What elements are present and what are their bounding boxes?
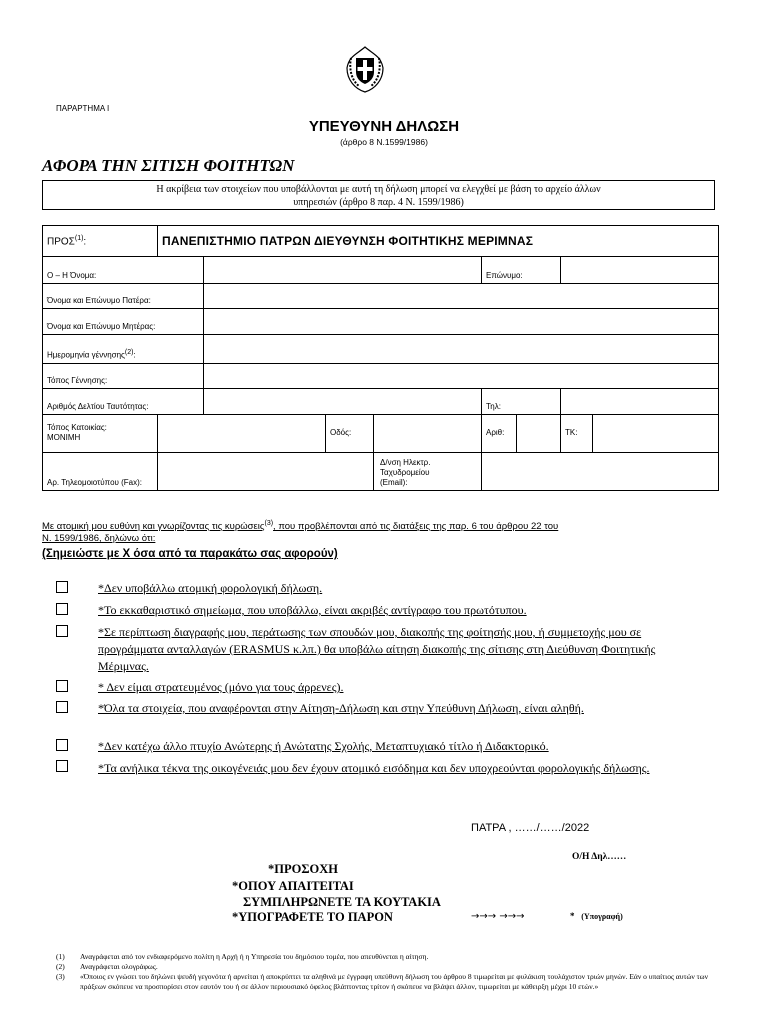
footnote-1-text: Αναγράφεται από τον ενδιαφερόμενο πολίτη η Αρχή ή η Υπηρεσία του δημόσιου τομέα, που απευθύνεται η αίτηση. <box>80 952 429 961</box>
mother-name-field[interactable] <box>204 309 719 335</box>
birth-place-label: Τόπος Γέννησης: <box>43 364 204 389</box>
declaration-footnote-ref: (3) <box>264 520 274 527</box>
first-name-label: Ο – Η Όνομα: <box>43 257 204 284</box>
mother-name-label: Όνομα και Επώνυμο Μητέρας: <box>43 309 204 335</box>
number-label: Αριθ: <box>482 415 517 453</box>
footnote-3-number: (3) <box>56 972 65 981</box>
mark-instruction <box>42 548 338 560</box>
father-name-field[interactable] <box>204 284 719 309</box>
recipient-footnote-ref: (1) <box>74 234 84 242</box>
postal-code-label: ΤΚ: <box>561 415 593 453</box>
document-title: ΥΠΕΥΘΥΝΗ ΔΗΛΩΣΗ <box>308 118 460 135</box>
birth-date-field[interactable] <box>204 335 719 364</box>
where-required-note: *ΟΠΟΥ ΑΠΑΙΤΕΙΤΑΙ <box>232 879 354 893</box>
footnote-2-number: (2) <box>56 962 65 971</box>
declaration-text-a: Με ατομική μου ευθύνη και γνωρίζοντας τις κυρώσεις <box>42 521 265 533</box>
surname-label: Επώνυμο: <box>482 257 561 284</box>
footnote-3 <box>56 972 736 992</box>
statement-checkbox-1[interactable] <box>56 581 68 593</box>
signature-area[interactable] <box>570 911 623 921</box>
accuracy-notice-line-1: Η ακρίβεια των στοιχείων που υποβάλλονται με αυτή τη δήλωση μπορεί να ελεγχθεί με βάση το αρχείο άλλων <box>156 184 601 195</box>
birth-place-field[interactable] <box>204 364 719 389</box>
declarant-label: Ο/Η Δηλ…… <box>572 852 627 862</box>
residence-label: Τόπος Κατοικίας: <box>47 423 107 432</box>
footnote-1 <box>56 952 736 962</box>
recipient-label: ΠΡΟΣ <box>47 236 75 248</box>
statement-7: *Τα ανήλικα τέκνα της οικογένειάς μου δεν έχουν ατομικό εισόδημα και δεν υποχρεούνται φορολογικής δήλωσης. <box>98 761 650 775</box>
email-label-line-3: (Email): <box>380 478 408 487</box>
fax-label: Αρ. Τηλεομοιοτύπου (Fax): <box>43 453 158 491</box>
greek-coat-of-arms-emblem <box>343 44 387 94</box>
email-label-line-2: Ταχυδρομείου <box>380 468 430 477</box>
statement-checkbox-4[interactable] <box>56 680 68 692</box>
fax-field[interactable] <box>158 453 374 491</box>
residence-field[interactable] <box>158 415 326 453</box>
accuracy-notice-box <box>42 180 715 210</box>
surname-field[interactable] <box>561 257 719 284</box>
phone-field[interactable] <box>561 389 719 415</box>
annex-label: ΠΑΡΑΡΤΗΜΑ Ι <box>56 104 110 113</box>
subject-heading: ΑΦΟΡΑ ΤΗΝ ΣΙΤΙΣΗ ΦΟΙΤΗΤΩΝ <box>42 156 295 175</box>
residence-label-cell <box>43 415 158 453</box>
email-label-line-1: Δ/νση Ηλεκτρ. <box>380 458 431 467</box>
declaration-text-c: Ν. 1599/1986, δηλώνω ότι: <box>42 533 156 545</box>
number-field[interactable] <box>517 415 561 453</box>
statement-checkbox-3[interactable] <box>56 625 68 637</box>
street-label: Οδός: <box>326 415 374 453</box>
statement-6: *Δεν κατέχω άλλο πτυχίο Ανώτερης ή Ανώτατης Σχολής, Μεταπτυχιακό τίτλο ή Διδακτορικό. <box>98 739 549 753</box>
city-date-line: ΠΑΤΡΑ , ……/……/2022 <box>471 822 590 834</box>
recipient-label-cell: ΠΡΟΣ$^{(1)}$: <box>43 226 158 257</box>
footnote-2 <box>56 962 736 972</box>
statement-checkbox-2[interactable] <box>56 603 68 615</box>
id-number-label: Αριθμός Δελτίου Ταυτότητας: <box>43 389 204 415</box>
postal-code-field[interactable] <box>593 415 719 453</box>
footnote-1-number: (1) <box>56 952 65 961</box>
statement-1: *Δεν υποβάλλω ατομική φορολογική δήλωση. <box>98 581 323 595</box>
fill-boxes-note: ΣΥΜΠΛΗΡΩΝΕΤΕ ΤΑ ΚΟΥΤΑΚΙΑ <box>243 895 441 909</box>
email-label-cell <box>374 453 482 491</box>
id-number-field[interactable] <box>204 389 482 415</box>
statement-checkbox-7[interactable] <box>56 760 68 772</box>
statement-5: *Όλα τα στοιχεία, που αναφέρονται στην Αίτηση-Δήλωση και στην Υπεύθυνη Δήλωση, είναι αληθή. <box>98 701 584 715</box>
footnote-2-text: Αναγράφεται ολογράφως. <box>80 962 158 971</box>
arrows-to-signature: →→→ →→→ <box>471 911 525 922</box>
statement-2: *Το εκκαθαριστικό σημείωμα, που υποβάλλω, είναι ακριβές αντίγραφο του πρωτότυπου. <box>98 603 527 617</box>
birth-date-label: Ημερομηνία γέννησης <box>47 351 125 360</box>
personal-details-form <box>42 225 719 491</box>
sign-note: *ΥΠΟΓΡΑΦΕΤΕ ΤΟ ΠΑΡΟΝ <box>232 910 393 924</box>
statement-checkbox-6[interactable] <box>56 739 68 751</box>
birth-date-footnote-ref: (2) <box>124 349 134 357</box>
birth-date-label-cell: Ημερομηνία γέννησης$^{(2)}$: <box>43 335 204 364</box>
residence-type-label: ΜΟΝΙΜΗ <box>47 433 81 442</box>
footnote-3-text: «Όποιος εν γνώσει του δηλώνει ψευδή γεγονότα ή αρνείται ή αποκρύπτει τα αληθινά με έγγραφη υπεύθυνη δήλωση του άρθρου 8 τιμωρείται με φυλάκιση τουλάχιστον τριών μηνών. Εάν ο υπαίτιος αυτών των πράξεων σκόπευε να προσπορίσει στον εαυτόν του ή σε άλλον περιουσιακό όφελος βλάπτοντας τρίτον ή σκόπευε να βλάψει άλλον, τιμωρείται με κάθειρξη μέχρι 10 ετών.» <box>80 972 708 991</box>
document-subtitle: (άρθρο 8 Ν.1599/1986) <box>340 137 428 147</box>
footnotes <box>56 952 736 992</box>
signature-star: * <box>570 911 575 921</box>
statement-checkbox-5[interactable] <box>56 701 68 713</box>
mark-instruction-text: (Σημειώστε με Χ όσα από τα παρακάτω σας αφορούν) <box>42 548 338 560</box>
street-field[interactable] <box>374 415 482 453</box>
declaration-text-b: , που προβλέπονται από τις διατάξεις της παρ. 6 του άρθρου 22 του <box>273 521 559 533</box>
attention-heading: *ΠΡΟΣΟΧΗ <box>268 862 338 876</box>
signature-label: (Υπογραφή) <box>581 912 623 921</box>
phone-label: Τηλ: <box>482 389 561 415</box>
accuracy-notice-line-2: υπηρεσιών (άρθρο 8 παρ. 4 Ν. 1599/1986) <box>293 197 464 208</box>
email-field[interactable] <box>482 453 719 491</box>
first-name-field[interactable] <box>204 257 482 284</box>
statement-4: * Δεν είμαι στρατευμένος (μόνο για τους άρρενες). <box>98 680 344 694</box>
father-name-label: Όνομα και Επώνυμο Πατέρα: <box>43 284 204 309</box>
declaration-text <box>42 518 732 545</box>
recipient-value: ΠΑΝΕΠΙΣΤΗΜΙΟ ΠΑΤΡΩΝ ΔΙΕΥΘΥΝΣΗ ΦΟΙΤΗΤΙΚΗΣ ΜΕΡΙΜΝΑΣ <box>158 226 719 257</box>
statement-3: *Σε περίπτωση διαγραφής μου, περάτωσης των σπουδών μου, διακοπής της φοίτησής μου, ή συμμετοχής μου σε προγράμματα ανταλλαγών (ERASMUS κ.λπ.) θα υποβάλω αίτηση διακοπής της σίτισης στη Διεύθυνση Φοιτητικής Μέριμνας. <box>98 625 656 673</box>
